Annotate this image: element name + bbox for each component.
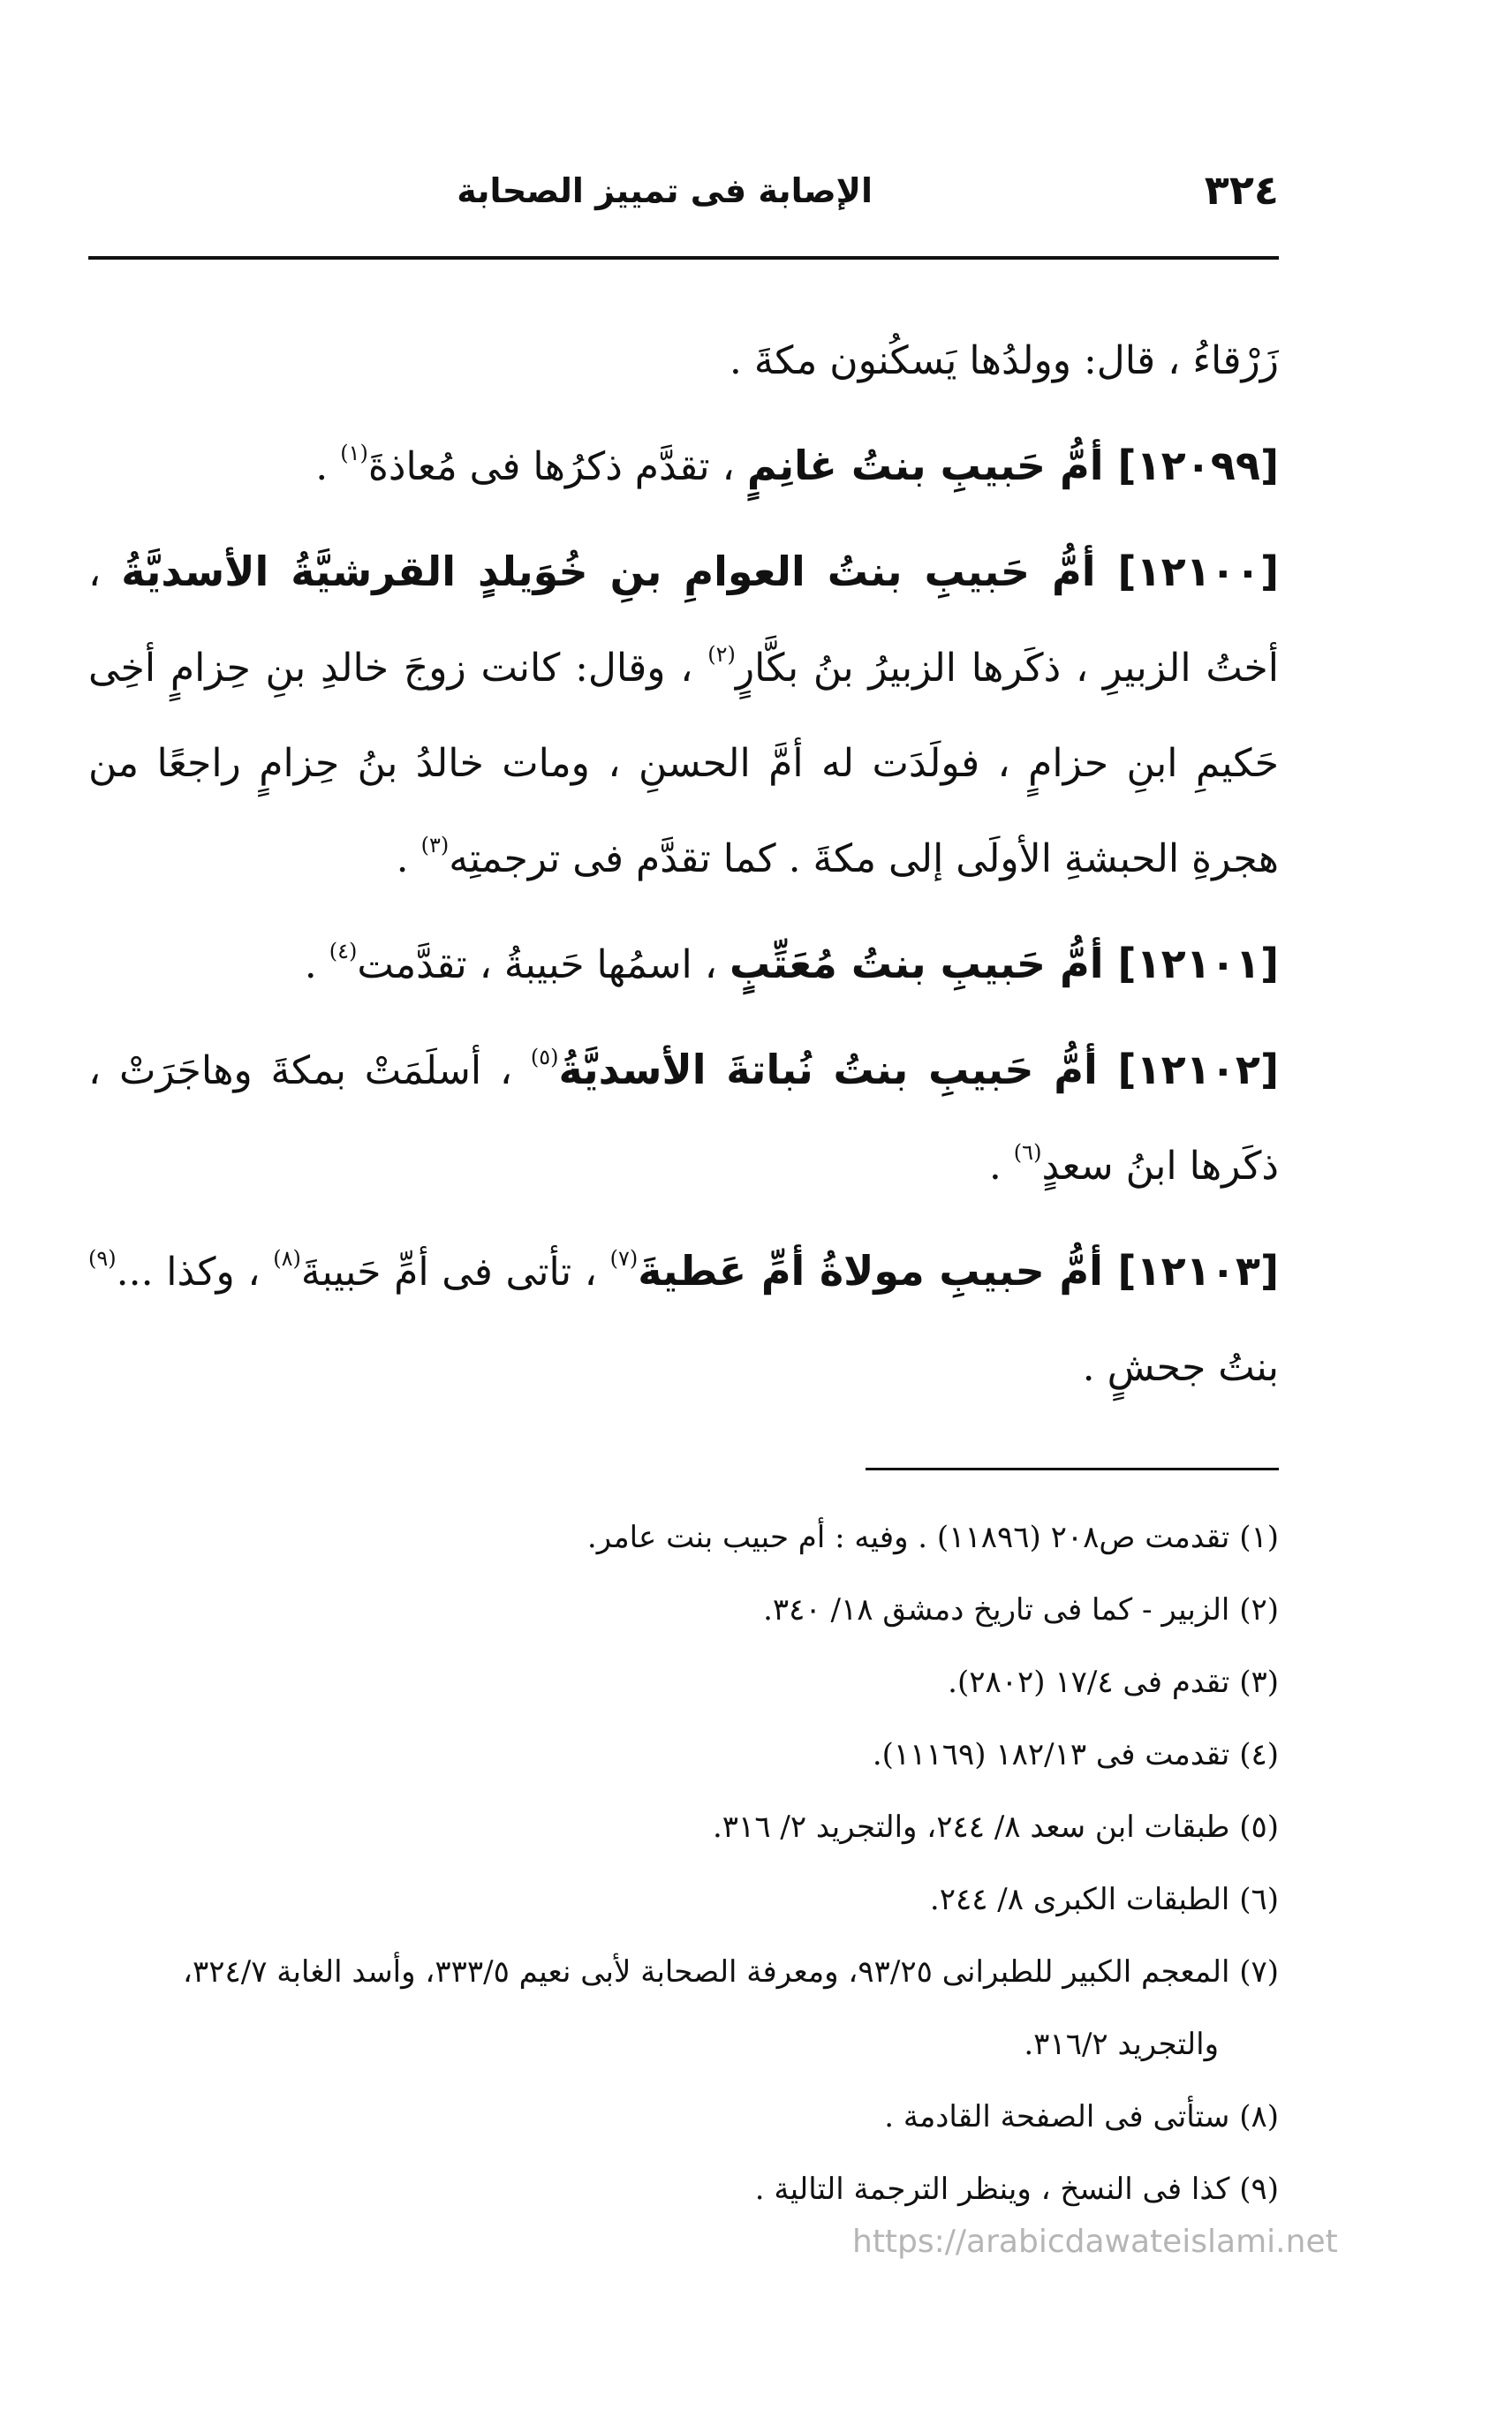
footnote-ref: (٧) <box>609 1246 639 1271</box>
entry-heading: [١٢٠٩٩] أمُّ حَبيبِ بنتُ غانِمٍ <box>746 442 1279 489</box>
footnote-ref: (٣) <box>420 833 450 857</box>
header-rule <box>88 256 1279 260</box>
footnote-ref: (٢) <box>707 642 736 667</box>
footnote-ref: (٨) <box>273 1246 301 1271</box>
footnote-7-continuation: والتجريد ٣١٦/٢. <box>1024 2027 1219 2062</box>
entry-text: ، تأتى فى أمِّ حَبيبةَ <box>300 1250 597 1295</box>
footnotes <box>88 1501 1279 2225</box>
entry-text: بنتُ جحشٍ . <box>1082 1345 1279 1390</box>
footnote-2: (٢) الزبير - كما فى تاريخ دمشق ١٨/ ٣٤٠. <box>763 1592 1279 1628</box>
footnote-6: (٦) الطبقات الكبرى ٨/ ٢٤٤. <box>929 1882 1279 1917</box>
entry-heading: [١٢١٠٣] أمُّ حبيبِ مولاةُ أمِّ عَطيةَ <box>638 1247 1279 1295</box>
entry-12100: [١٢١٠٠] أمُّ حَبيبِ بنتُ العوامِ بنِ خُوَيلدٍ القرشيَّةُ الأسديَّةُ ، أختُ الزبيرِ ، ذكَرها الزبيرُ بنُ بكَّارٍ$^{(٢)}$ ، وقال: كانت زوجَ خالدِ بنِ حِزامٍ أخِى حَكيمِ ابنِ حزامٍ ، فولَدَت له أمَّ الحسنِ ، ومات خالدُ بنُ حِزامٍ راجعًا من هجرةِ الحبشةِ الأولَى إلى مكةَ . كما تقدَّم فى ترجمتِه$^{(٣)}$ . <box>88 548 1279 881</box>
footnote-4: (٤) تقدمت فى ١٨٢/١٣ (١١١٦٩). <box>872 1737 1279 1772</box>
footnote-ref: (١) <box>340 441 368 465</box>
running-head <box>88 166 1279 228</box>
footnote-ref: (٩) <box>88 1246 117 1271</box>
footnote-8: (٨) ستأتى فى الصفحة القادمة . <box>884 2099 1279 2134</box>
entry-12102: [١٢١٠٢] أمُّ حَبيبِ بنتُ نُباتةَ الأسديَّةُ$^{(٥)}$ ، أسلَمَتْ بمكةَ وهاجَرَتْ ، ذكَرها ابنُ سعدٍ$^{(٦)}$ . <box>88 1045 1279 1189</box>
entry-text: ، أسلَمَتْ بمكةَ وهاجَرَتْ ، ذكَرها ابنُ سعدٍ <box>88 1048 1279 1189</box>
entry-text: ، وقال: كانت زوجَ خالدِ بنِ حِزامٍ أخِى حَكيمِ ابنِ حزامٍ ، فولَدَت له أمَّ الحسنِ ، ومات خالدُ بنُ حِزامٍ راجعًا من هجرةِ الحبشةِ الأولَى إلى مكةَ . كما تقدَّم فى ترجمتِه <box>88 646 1279 881</box>
entry-text: ، تقدَّم ذكرُها فى مُعاذةَ <box>367 444 735 489</box>
entry-text: ، أختُ الزبيرِ ، ذكَرها الزبيرُ بنُ بكَّارٍ <box>88 550 1279 691</box>
main-text <box>88 314 1279 1416</box>
footnote-ref: (٤) <box>329 939 358 963</box>
watermark-url: https://arabicdawateislami.net <box>852 2224 1338 2260</box>
entry-heading: [١٢١٠١] أمُّ حَبيبِ بنتُ مُعَتِّبٍ <box>729 940 1279 987</box>
entry-12099: [١٢٠٩٩] أمُّ حَبيبِ بنتُ غانِمٍ ، تقدَّم ذكرُها فى مُعاذةَ$^{(١)}$ . <box>315 441 1279 489</box>
book-title: الإصابة فى تمييز الصحابة <box>457 171 873 210</box>
entry-text: ، اسمُها حَبيبةُ ، تقدَّمت <box>357 942 717 987</box>
entry-12103 <box>88 1223 1279 1416</box>
footnote-3: (٣) تقدم فى ١٧/٤ (٢٨٠٢). <box>948 1665 1279 1700</box>
footnote-7: (٧) المعجم الكبير للطبرانى ٩٣/٢٥، ومعرفة الصحابة لأبى نعيم ٣٣٣/٥، وأسد الغابة ٣٢٤/٧، <box>182 1954 1279 1990</box>
entry-heading: [١٢١٠٢] أمُّ حَبيبِ بنتُ نُباتةَ الأسديَّةُ <box>558 1046 1279 1093</box>
footnote-ref: (٦) <box>1013 1140 1042 1165</box>
entry-text: ، وكذا ... <box>116 1250 274 1295</box>
footnote-1: (١) تقدمت ص٢٠٨ (١١٨٩٦) . وفيه : أم حبيب بنت عامر. <box>586 1520 1279 1555</box>
entry-12101: [١٢١٠١] أمُّ حَبيبِ بنتُ مُعَتِّبٍ ، اسمُها حَبيبةُ ، تقدَّمت$^{(٤)}$ . <box>304 939 1279 987</box>
entry-heading: [١٢١٠٠] أمُّ حَبيبِ بنتُ العوامِ بنِ خُوَيلدٍ القرشيَّةُ الأسديَّةُ <box>121 548 1279 595</box>
footnote-rule <box>866 1468 1279 1470</box>
paragraph-continuation: زَرْقاءُ ، قال: وولدُها يَسكُنون مكةَ . <box>729 338 1279 383</box>
page-number: ٣٢٤ <box>1204 166 1279 214</box>
footnote-9: (٩) كذا فى النسخ ، وينظر الترجمة التالية . <box>754 2172 1279 2207</box>
footnote-5: (٥) طبقات ابن سعد ٨/ ٢٤٤، والتجريد ٢/ ٣١٦. <box>712 1809 1279 1845</box>
footnote-ref: (٥) <box>530 1045 559 1069</box>
